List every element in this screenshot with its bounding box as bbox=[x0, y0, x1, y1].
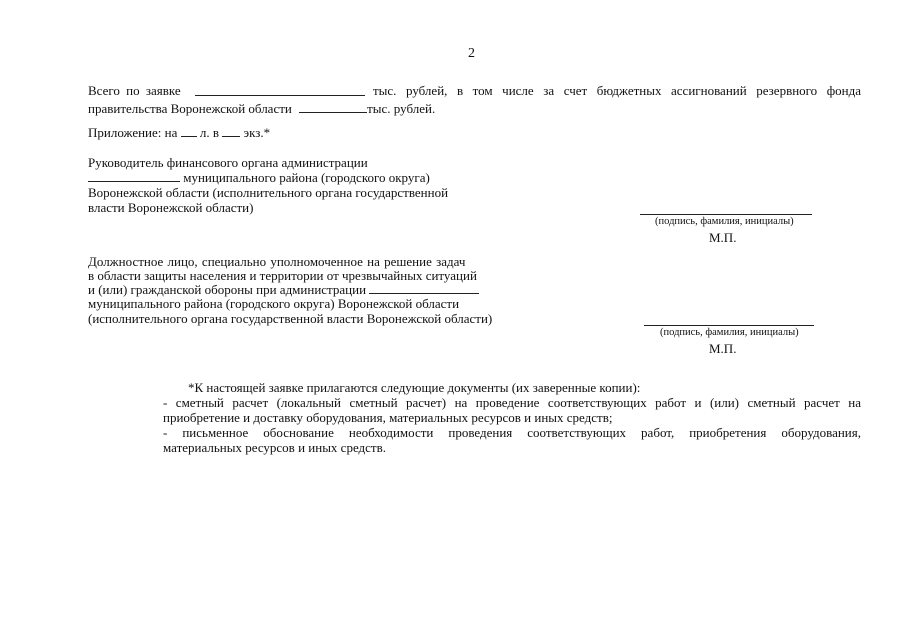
head-seal-label: М.П. bbox=[709, 230, 737, 245]
official-signature-caption: (подпись, фамилия, инициалы) bbox=[660, 327, 799, 338]
official-seal-label: М.П. bbox=[709, 341, 737, 356]
reserve-fund-unit: тыс. рублей. bbox=[367, 101, 436, 116]
appendix-pages-label: л. в bbox=[199, 125, 220, 140]
reserve-fund-text: правительства Воронежской области bbox=[88, 101, 292, 116]
footnote-item1-line1: - сметный расчет (локальный сметный расчет) на проведение соответствующих работ и (или) сметный расчет на bbox=[163, 395, 861, 410]
footnote-item2-line1: - письменное обоснование необходимости проведения соответствующих работ, приобретения оборудования, bbox=[163, 425, 861, 440]
head-signature-line bbox=[640, 214, 812, 215]
official-signatory-line5: (исполнительного органа государственной власти Воронежской области) bbox=[88, 311, 493, 326]
footnote-item2-line2: материальных ресурсов и иных средств. bbox=[163, 440, 386, 455]
official-signatory-line1: Должностное лицо, специально уполномоченное на решение задач bbox=[88, 254, 466, 269]
appendix-copies-blank bbox=[222, 125, 240, 137]
head-signatory-line3: Воронежской области (исполнительного органа государственной bbox=[88, 185, 449, 200]
official-signatory-line3 bbox=[88, 282, 479, 297]
footnote-title: *К настоящей заявке прилагаются следующие документы (их заверенные копии): bbox=[188, 380, 641, 395]
total-amount-text: тыс. рублей, в том числе за счет бюджетных ассигнований резервного фонда bbox=[373, 83, 861, 98]
appendix-copies-label: экз.* bbox=[243, 125, 271, 140]
official-signatory-line3-text: и (или) гражданской обороны при администрации bbox=[88, 282, 367, 297]
appendix-prefix: Приложение: на bbox=[88, 125, 178, 140]
official-signatory-line2: в области защиты населения и территории от чрезвычайных ситуаций bbox=[88, 268, 477, 283]
reserve-fund-label bbox=[88, 101, 435, 116]
reserve-fund-blank bbox=[299, 101, 367, 113]
total-label: Всего по заявке bbox=[88, 83, 181, 98]
total-amount-blank bbox=[195, 95, 365, 96]
page-number: 2 bbox=[468, 46, 475, 61]
official-signatory-line4: муниципального района (городского округа) Воронежской области bbox=[88, 296, 460, 311]
appendix-line bbox=[88, 125, 270, 140]
head-signatory-line2-text: муниципального района (городского округа) bbox=[183, 170, 430, 185]
head-signatory-line4: власти Воронежской области) bbox=[88, 200, 254, 215]
head-municipality-blank bbox=[88, 170, 180, 182]
official-signature-line bbox=[644, 325, 814, 326]
appendix-pages-blank bbox=[181, 125, 197, 137]
head-signature-caption: (подпись, фамилия, инициалы) bbox=[655, 216, 794, 227]
head-signatory-line1: Руководитель финансового органа администрации bbox=[88, 155, 368, 170]
official-administration-blank bbox=[369, 282, 479, 294]
footnote-item1-line2: приобретение и доставку оборудования, материальных ресурсов и иных средств; bbox=[163, 410, 613, 425]
head-signatory-line2 bbox=[88, 170, 430, 185]
